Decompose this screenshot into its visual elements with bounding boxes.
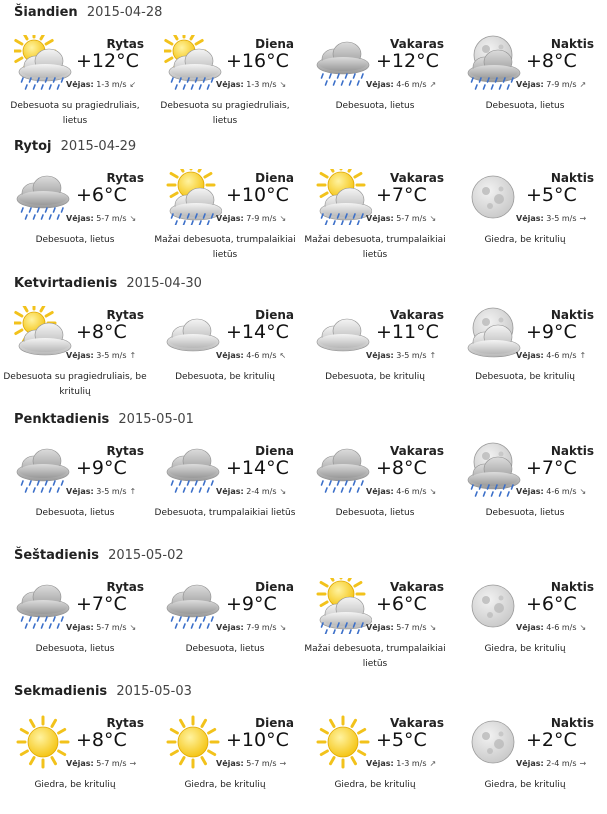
forecast-slot: [450, 306, 600, 406]
temperature-value: +9: [76, 457, 105, 479]
wind-info: [66, 214, 136, 223]
wind-speed: 5-7 m/s: [96, 759, 127, 768]
wind-direction-icon: ↘: [279, 214, 287, 223]
wind-label: Vėjas:: [66, 487, 94, 496]
wind-label: Vėjas:: [516, 80, 544, 89]
temperature-value: +6: [76, 184, 105, 206]
forecast-slot: [150, 442, 300, 542]
wind-label: Vėjas:: [216, 623, 244, 632]
cloud-rain-icon: [314, 442, 372, 498]
temperature: [526, 50, 577, 72]
day-slots: [0, 442, 607, 542]
period-label: Rytas: [106, 171, 144, 185]
wind-direction-icon: ↑: [429, 351, 437, 360]
sun-cloud-rain-icon: [164, 169, 222, 225]
temperature: [76, 50, 139, 72]
wind-speed: 4-6 m/s: [546, 623, 577, 632]
wind-info: [366, 623, 436, 632]
sun-cloud-rain-icon: [314, 578, 372, 634]
moon-icon: [464, 578, 522, 634]
wind-speed: 5-7 m/s: [96, 214, 127, 223]
wind-label: Vėjas:: [66, 80, 94, 89]
wind-direction-icon: →: [279, 759, 287, 768]
day-date: 2015-04-30: [126, 276, 202, 291]
forecast-slot: [450, 714, 600, 814]
cloud-rain-icon: [14, 169, 72, 225]
period-label: Diena: [255, 444, 294, 458]
temperature-unit: °C: [116, 50, 139, 72]
day-header: [14, 412, 194, 427]
wind-label: Vėjas:: [366, 80, 394, 89]
temperature-unit: °C: [254, 593, 277, 615]
wind-direction-icon: ↘: [279, 80, 287, 89]
wind-info: [516, 80, 586, 89]
wind-info: [66, 351, 136, 360]
moon-cloud-rain-icon: [464, 35, 522, 91]
wind-speed: 3-5 m/s: [96, 487, 127, 496]
sun-icon: [164, 714, 222, 770]
period-label: Vakaras: [390, 171, 444, 185]
forecast-slot: [150, 35, 300, 135]
temperature-unit: °C: [104, 184, 127, 206]
temperature-unit: °C: [554, 184, 577, 206]
temperature-unit: °C: [554, 50, 577, 72]
wind-direction-icon: ↗: [579, 80, 587, 89]
wind-speed: 5-7 m/s: [396, 623, 427, 632]
period-label: Naktis: [550, 37, 594, 51]
day-slots: [0, 169, 607, 269]
period-label: Rytas: [106, 308, 144, 322]
temperature-value: +9: [226, 593, 255, 615]
wind-direction-icon: ↗: [429, 759, 437, 768]
wind-speed: 2-4 m/s: [246, 487, 277, 496]
weather-description: Giedra, be kritulių: [484, 235, 566, 245]
weather-description: Debesuota, be kritulių: [175, 372, 275, 382]
cloud-rain-icon: [314, 35, 372, 91]
temperature-unit: °C: [104, 729, 127, 751]
forecast-slot: [0, 169, 150, 269]
day-name: Šiandien: [14, 5, 78, 20]
temperature-unit: °C: [404, 457, 427, 479]
period-label: Vakaras: [390, 37, 444, 51]
forecast-slot: [450, 578, 600, 678]
temperature-unit: °C: [554, 321, 577, 343]
wind-speed: 7-9 m/s: [246, 214, 277, 223]
forecast-slot: [0, 306, 150, 406]
day-slots: [0, 578, 607, 678]
wind-label: Vėjas:: [66, 214, 94, 223]
period-label: Naktis: [550, 444, 594, 458]
weather-description: Debesuota su pragiedruliais, lietus: [160, 101, 290, 126]
period-label: Diena: [255, 171, 294, 185]
forecast-slot: [150, 306, 300, 406]
temperature-value: +7: [76, 593, 105, 615]
forecast-slot: [300, 714, 450, 814]
cloud-icon: [314, 306, 372, 362]
temperature-value: +12: [76, 50, 117, 72]
temperature-unit: °C: [416, 321, 439, 343]
cloud-icon: [164, 306, 222, 362]
temperature-unit: °C: [266, 184, 289, 206]
wind-label: Vėjas:: [516, 487, 544, 496]
day-date: 2015-05-01: [118, 412, 194, 427]
temperature: [226, 593, 277, 615]
wind-direction-icon: ↑: [579, 351, 587, 360]
temperature-unit: °C: [104, 593, 127, 615]
forecast-slot: [0, 714, 150, 814]
wind-direction-icon: →: [129, 759, 137, 768]
sun-icon: [314, 714, 372, 770]
temperature: [76, 184, 127, 206]
wind-speed: 3-5 m/s: [96, 351, 127, 360]
forecast-slot: [0, 442, 150, 542]
temperature: [526, 321, 577, 343]
wind-speed: 7-9 m/s: [246, 623, 277, 632]
wind-label: Vėjas:: [216, 214, 244, 223]
day-header: [14, 548, 184, 563]
temperature: [76, 593, 127, 615]
wind-label: Vėjas:: [216, 759, 244, 768]
weather-description: Mažai debesuota, trumpalaikiai lietūs: [304, 235, 446, 260]
wind-direction-icon: ↘: [579, 487, 587, 496]
forecast-slot: [450, 35, 600, 135]
temperature: [376, 321, 439, 343]
temperature-value: +8: [376, 457, 405, 479]
period-label: Rytas: [106, 444, 144, 458]
wind-direction-icon: ↘: [429, 487, 437, 496]
moon-icon: [464, 714, 522, 770]
moon-cloud-rain-icon: [464, 442, 522, 498]
wind-label: Vėjas:: [66, 351, 94, 360]
wind-speed: 4-6 m/s: [546, 351, 577, 360]
period-label: Rytas: [106, 37, 144, 51]
wind-info: [66, 623, 136, 632]
forecast-slot: [300, 442, 450, 542]
wind-info: [66, 759, 136, 768]
weather-description: Mažai debesuota, trumpalaikiai lietūs: [154, 235, 296, 260]
temperature: [526, 729, 577, 751]
temperature: [376, 729, 427, 751]
weather-description: Debesuota, trumpalaikiai lietūs: [154, 508, 296, 518]
period-label: Naktis: [550, 716, 594, 730]
temperature-value: +16: [226, 50, 267, 72]
day-name: Rytoj: [14, 139, 52, 154]
weather-description: Debesuota, lietus: [185, 644, 265, 654]
temperature-value: +6: [526, 593, 555, 615]
weather-description: Mažai debesuota, trumpalaikiai lietūs: [304, 644, 446, 669]
forecast-slot: [0, 35, 150, 135]
wind-speed: 3-5 m/s: [396, 351, 427, 360]
forecast-slot: [0, 578, 150, 678]
temperature-value: +14: [226, 457, 267, 479]
temperature-unit: °C: [404, 184, 427, 206]
wind-label: Vėjas:: [366, 487, 394, 496]
temperature-value: +14: [226, 321, 267, 343]
temperature: [76, 457, 127, 479]
wind-info: [216, 623, 286, 632]
sun-icon: [14, 714, 72, 770]
period-label: Diena: [255, 308, 294, 322]
day-slots: [0, 306, 607, 406]
partly-cloudy-icon: [14, 306, 72, 362]
period-label: Rytas: [106, 580, 144, 594]
wind-speed: 5-7 m/s: [96, 623, 127, 632]
wind-direction-icon: →: [579, 214, 587, 223]
weather-description: Debesuota, be kritulių: [475, 372, 575, 382]
temperature-value: +7: [526, 457, 555, 479]
weather-description: Debesuota, lietus: [335, 101, 415, 111]
wind-direction-icon: ↘: [129, 623, 137, 632]
wind-direction-icon: ↘: [429, 214, 437, 223]
period-label: Naktis: [550, 308, 594, 322]
wind-direction-icon: ↘: [579, 623, 587, 632]
weather-description: Giedra, be kritulių: [484, 644, 566, 654]
wind-speed: 1-3 m/s: [96, 80, 127, 89]
period-label: Vakaras: [390, 716, 444, 730]
wind-speed: 4-6 m/s: [246, 351, 277, 360]
day-name: Penktadienis: [14, 412, 110, 427]
temperature: [526, 593, 577, 615]
day-header: [14, 139, 136, 154]
day-date: 2015-05-03: [116, 684, 192, 699]
weather-description: Debesuota, be kritulių: [325, 372, 425, 382]
temperature: [226, 184, 289, 206]
wind-info: [516, 214, 586, 223]
day-name: Sekmadienis: [14, 684, 108, 699]
wind-info: [66, 487, 136, 496]
temperature: [226, 729, 289, 751]
temperature-value: +8: [526, 50, 555, 72]
cloud-rain-icon: [14, 578, 72, 634]
wind-info: [516, 623, 586, 632]
wind-direction-icon: ↘: [129, 214, 137, 223]
moon-cloud-icon: [464, 306, 522, 362]
wind-info: [366, 351, 436, 360]
cloud-rain-icon: [164, 578, 222, 634]
forecast-slot: [300, 169, 450, 269]
weather-description: Debesuota, lietus: [485, 508, 565, 518]
weather-description: Debesuota su pragiedruliais, be kritulių: [3, 372, 147, 397]
temperature-unit: °C: [266, 729, 289, 751]
period-label: Naktis: [550, 171, 594, 185]
wind-direction-icon: ↙: [129, 80, 137, 89]
wind-direction-icon: ↘: [279, 487, 287, 496]
wind-label: Vėjas:: [216, 351, 244, 360]
wind-label: Vėjas:: [366, 351, 394, 360]
day-header: [14, 276, 202, 291]
day-header: [14, 5, 162, 20]
wind-speed: 5-7 m/s: [246, 759, 277, 768]
wind-label: Vėjas:: [516, 214, 544, 223]
weather-description: Giedra, be kritulių: [484, 780, 566, 790]
temperature: [526, 184, 577, 206]
period-label: Diena: [255, 580, 294, 594]
forecast-slot: [300, 35, 450, 135]
cloud-rain-icon: [164, 442, 222, 498]
wind-info: [516, 351, 586, 360]
wind-label: Vėjas:: [366, 214, 394, 223]
partly-cloudy-rain-icon: [14, 35, 72, 91]
wind-label: Vėjas:: [216, 487, 244, 496]
moon-icon: [464, 169, 522, 225]
wind-speed: 4-6 m/s: [396, 487, 427, 496]
period-label: Diena: [255, 37, 294, 51]
day-date: 2015-04-29: [60, 139, 137, 154]
wind-speed: 3-5 m/s: [546, 214, 577, 223]
wind-speed: 1-3 m/s: [246, 80, 277, 89]
temperature: [376, 457, 427, 479]
temperature-unit: °C: [554, 457, 577, 479]
period-label: Vakaras: [390, 580, 444, 594]
temperature-value: +5: [526, 184, 555, 206]
temperature-value: +11: [376, 321, 417, 343]
wind-speed: 4-6 m/s: [546, 487, 577, 496]
day-date: 2015-05-02: [108, 548, 184, 563]
weather-description: Debesuota, lietus: [35, 235, 115, 245]
day-name: Šeštadienis: [14, 548, 99, 563]
temperature-value: +2: [526, 729, 555, 751]
wind-label: Vėjas:: [66, 623, 94, 632]
wind-direction-icon: →: [579, 759, 587, 768]
temperature-unit: °C: [266, 321, 289, 343]
period-label: Naktis: [550, 580, 594, 594]
forecast-slot: [300, 578, 450, 678]
temperature: [76, 321, 127, 343]
weather-description: Debesuota su pragiedruliais, lietus: [10, 101, 140, 126]
wind-info: [516, 487, 586, 496]
wind-info: [366, 214, 436, 223]
temperature-unit: °C: [554, 593, 577, 615]
wind-info: [216, 487, 286, 496]
weather-description: Giedra, be kritulių: [334, 780, 416, 790]
wind-label: Vėjas:: [366, 759, 394, 768]
wind-speed: 1-3 m/s: [396, 759, 427, 768]
weather-description: Debesuota, lietus: [35, 644, 115, 654]
temperature-value: +7: [376, 184, 405, 206]
wind-label: Vėjas:: [66, 759, 94, 768]
temperature-unit: °C: [266, 50, 289, 72]
temperature: [526, 457, 577, 479]
temperature-value: +10: [226, 729, 267, 751]
temperature: [226, 50, 289, 72]
temperature-unit: °C: [404, 593, 427, 615]
period-label: Vakaras: [390, 444, 444, 458]
wind-info: [366, 759, 436, 768]
temperature-value: +9: [526, 321, 555, 343]
wind-info: [216, 351, 286, 360]
wind-info: [366, 80, 436, 89]
wind-direction-icon: ↖: [279, 351, 287, 360]
temperature-value: +8: [76, 729, 105, 751]
wind-direction-icon: ↗: [429, 80, 437, 89]
temperature: [226, 457, 289, 479]
wind-label: Vėjas:: [516, 623, 544, 632]
day-slots: [0, 714, 607, 814]
wind-label: Vėjas:: [516, 759, 544, 768]
forecast-slot: [300, 306, 450, 406]
temperature-value: +6: [376, 593, 405, 615]
wind-label: Vėjas:: [216, 80, 244, 89]
cloud-rain-icon: [14, 442, 72, 498]
forecast-slot: [150, 578, 300, 678]
wind-info: [216, 759, 286, 768]
forecast-slot: [450, 442, 600, 542]
wind-direction-icon: ↑: [129, 351, 137, 360]
sun-cloud-rain-icon: [314, 169, 372, 225]
temperature-value: +5: [376, 729, 405, 751]
temperature: [376, 50, 439, 72]
weather-description: Debesuota, lietus: [485, 101, 565, 111]
wind-info: [66, 80, 136, 89]
temperature: [226, 321, 289, 343]
wind-label: Vėjas:: [516, 351, 544, 360]
period-label: Diena: [255, 716, 294, 730]
temperature-value: +8: [76, 321, 105, 343]
temperature-value: +10: [226, 184, 267, 206]
forecast-slot: [450, 169, 600, 269]
weather-description: Giedra, be kritulių: [34, 780, 116, 790]
forecast-slot: [150, 169, 300, 269]
day-name: Ketvirtadienis: [14, 276, 118, 291]
wind-speed: 5-7 m/s: [396, 214, 427, 223]
wind-info: [216, 214, 286, 223]
period-label: Rytas: [106, 716, 144, 730]
temperature: [376, 593, 427, 615]
partly-cloudy-rain-icon: [164, 35, 222, 91]
weather-description: Giedra, be kritulių: [184, 780, 266, 790]
day-date: 2015-04-28: [86, 5, 163, 20]
wind-info: [366, 487, 436, 496]
weather-description: Debesuota, lietus: [35, 508, 115, 518]
wind-info: [216, 80, 286, 89]
temperature: [76, 729, 127, 751]
temperature-unit: °C: [266, 457, 289, 479]
day-header: [14, 684, 192, 699]
wind-speed: 7-9 m/s: [546, 80, 577, 89]
wind-direction-icon: ↘: [429, 623, 437, 632]
temperature-unit: °C: [104, 457, 127, 479]
temperature-unit: °C: [554, 729, 577, 751]
wind-label: Vėjas:: [366, 623, 394, 632]
temperature-value: +12: [376, 50, 417, 72]
wind-speed: 4-6 m/s: [396, 80, 427, 89]
wind-speed: 2-4 m/s: [546, 759, 577, 768]
temperature-unit: °C: [104, 321, 127, 343]
temperature: [376, 184, 427, 206]
wind-direction-icon: ↑: [129, 487, 137, 496]
temperature-unit: °C: [416, 50, 439, 72]
day-slots: [0, 35, 607, 135]
wind-info: [516, 759, 586, 768]
weather-description: Debesuota, lietus: [335, 508, 415, 518]
temperature-unit: °C: [404, 729, 427, 751]
wind-direction-icon: ↘: [279, 623, 287, 632]
period-label: Vakaras: [390, 308, 444, 322]
forecast-slot: [150, 714, 300, 814]
